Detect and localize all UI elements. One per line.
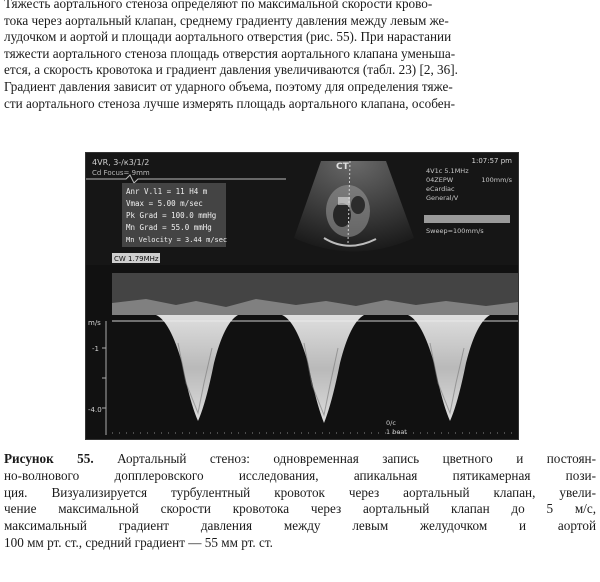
caption-line: ция. Визуализируется турбулентный кровоток через аортальный клапан, увели- <box>4 484 596 500</box>
paragraph-line: сти аортального стеноза лучше измерять площадь аортального клапана, особен- <box>4 95 456 111</box>
sweep-bar <box>424 215 510 223</box>
axis-tick-bottom: -4.0 <box>88 406 102 414</box>
paragraph-line: тяжести аортального стеноза площадь отверстия аортального клапана уменьша- <box>4 45 456 61</box>
sweep-label: Sweep=100mm/s <box>426 227 484 235</box>
caption-line: Аортальный стеноз: одновременная запись цветного и постоян- <box>93 451 596 466</box>
beat-label: 1 beat <box>386 428 407 436</box>
body-paragraph <box>4 0 596 112</box>
measurement-vmax: Vmax = 5.00 m/sec <box>126 199 203 208</box>
caption-line: 100 мм рт. ст., средний градиент — 55 мм рт. ст. <box>4 534 273 550</box>
focus-label: Cd Focus= 9mm <box>92 169 150 177</box>
doppler-echo-figure <box>85 152 519 440</box>
measurement-mn-grad: Mn Grad = 55.0 mmHg <box>126 223 212 232</box>
paragraph-line: Тяжесть аортального стеноза определяют по максимальной скорости крово- <box>4 0 433 11</box>
preset-label: 04ZEPW <box>426 176 454 184</box>
measurement-avr: Anr V.l1 = 11 H4 m <box>126 187 208 196</box>
axis-unit-label: m/s <box>88 319 101 327</box>
paragraph-line: лудочком и аортой и площади аортального отверстия (рис. 55). При нарастании <box>4 29 452 45</box>
doppler-image <box>86 153 518 439</box>
general-label: General/V <box>426 194 459 202</box>
speed-label: 100mm/s <box>481 176 512 184</box>
ct-label: CT <box>336 162 349 172</box>
app-label: eCardiac <box>426 185 455 193</box>
caption-line: максимальный градиент давления между левым желудочком и аортой <box>4 518 596 534</box>
caption-line: но-волнового допплеровского исследования, апикальная пятикамерная пози- <box>4 467 596 483</box>
caption-label: Рисунок 55. <box>4 451 94 466</box>
figure-caption <box>4 451 596 552</box>
measurement-pk-grad: Pk Grad = 100.0 mmHg <box>126 211 217 220</box>
paragraph-line: Градиент давления зависит от ударного объема, поэтому для определения тяже- <box>4 78 453 94</box>
cw-label: CW 1.79MHz <box>114 255 159 263</box>
caption-line: чение максимальной скорости кровотока через аортальный клапан до 5 м/с, <box>4 501 596 517</box>
paragraph-line: тока через аортальный клапан, среднему градиенту давления между левым же- <box>4 12 449 28</box>
paragraph-line: ется, а скорость кровотока и градиент давления увеличиваются (табл. 23) [2, 36]. <box>4 62 458 78</box>
bottom-right-label-1: 0/c <box>386 419 396 427</box>
probe-label: 4V1c 5.1MHz <box>426 167 469 175</box>
axis-tick-top: -1 <box>92 345 99 353</box>
top-left-header: 4VR, 3-/к3/1/2 <box>92 158 150 167</box>
measurement-mn-velocity: Mn Velocity = 3.44 m/sec <box>126 236 228 244</box>
time-label: 1:07:57 pm <box>471 157 512 165</box>
